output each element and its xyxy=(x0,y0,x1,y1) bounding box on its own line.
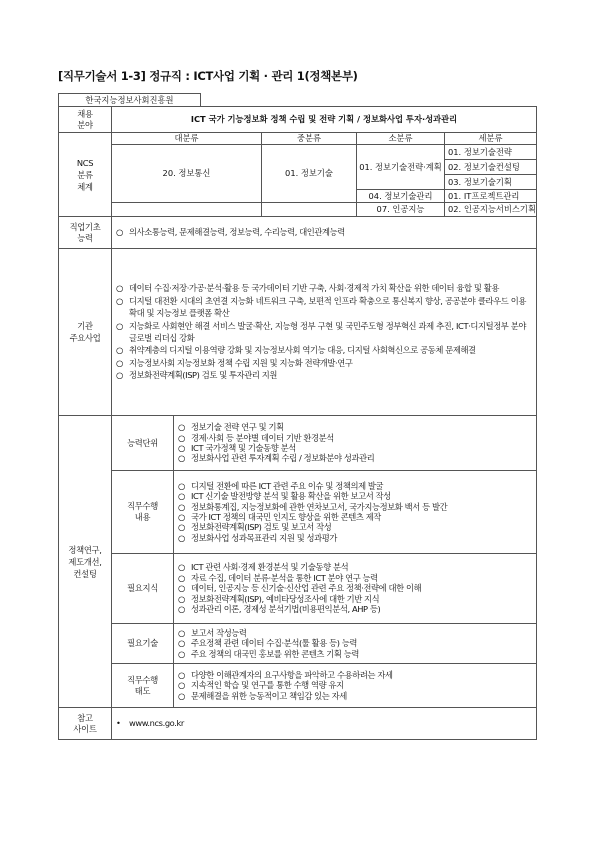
recruit-value: ICT 국가 기능정보화 정책 수립 및 전략 기획 / 정보화사업 투자·성과관리 xyxy=(112,107,537,133)
duty-content-item: ○ ICT 신기술 발전방향 분석 및 활용 확산을 위한 보고서 작성 xyxy=(178,491,528,501)
duty-content-item: ○ 정보화사업 성과목표관리 지원 및 성과평가 xyxy=(178,533,528,543)
ability-unit-item: ○ 정보화사업 관련 투자계획 수립 / 정보화분야 성과관리 xyxy=(178,453,528,463)
recruit-row xyxy=(59,107,537,133)
ncs-detail-value: 01. IT프로젝트관리 xyxy=(445,190,537,203)
duty-content-item: ○ 국가 ICT 정책의 대국민 인지도 향상을 위한 콘텐츠 제작 xyxy=(178,512,528,522)
ncs-empty-cell xyxy=(112,203,262,217)
reference-link[interactable]: • www.ncs.go.kr xyxy=(116,718,526,729)
knowledge-item: ○ ICT 관련 사회·경제 환경분석 및 기술동향 분석 xyxy=(178,562,528,572)
knowledge-list xyxy=(178,562,528,614)
knowledge-label: 필요지식 xyxy=(112,554,174,624)
ability-unit-cell xyxy=(174,416,537,471)
skills-list xyxy=(178,628,528,659)
ncs-sub-value: 07. 인공지능 xyxy=(357,203,445,217)
attitude-item: ○ 다양한 이해관계자의 요구사항을 파악하고 수용하려는 자세 xyxy=(178,670,528,680)
business-item: ○ 취약계층의 디지털 이용역량 강화 및 지능정보사회 역기능 대응, 디지털 사회혁신으로 공동체 문제해결 xyxy=(116,344,526,356)
org-name-box xyxy=(58,93,201,106)
attitude-list xyxy=(178,670,528,701)
business-item: ○ 정보화전략계획(ISP) 검토 및 투자관리 지원 xyxy=(116,369,526,381)
business-item: ○ 지능정보사회 지능정보화 정책 수립 지원 및 지능화 전략개발·연구 xyxy=(116,357,526,369)
attitude-cell xyxy=(174,664,537,708)
reference-list xyxy=(116,718,526,729)
ncs-header-major: 대분류 xyxy=(112,133,262,145)
skills-item: ○ 보고서 작성능력 xyxy=(178,628,528,638)
ncs-detail-value: 02. 정보기술컨설팅 xyxy=(445,160,537,175)
knowledge-item: ○ 정보화전략계획(ISP), 예비타당성조사에 대한 기반 지식 xyxy=(178,594,528,604)
business-item: ○ 디지털 대전환 시대의 초연결 지능화 네트워크 구축, 보편적 인프라 확충으로 통신복지 향상, 공공분야 클라우드 이용 확대 및 지능정보 플랫폼 확산 xyxy=(116,295,526,320)
business-list xyxy=(116,282,526,381)
business-label: 기관 주요사업 xyxy=(59,249,112,416)
knowledge-item: ○ 자료 수집, 데이터 분류·분석을 통한 ICT 분야 연구 능력 xyxy=(178,573,528,583)
ability-unit-item: ○ 경제·사회 등 분야별 데이터 기반 환경분석 xyxy=(178,433,528,443)
duty-content-item: ○ 정보화전략계획(ISP) 검토 및 보고서 작성 xyxy=(178,522,528,532)
org-name: 한국지능정보사회진흥원 xyxy=(59,94,201,107)
ncs-label: NCS 분류 체계 xyxy=(59,133,112,217)
ability-unit-list xyxy=(178,422,528,464)
ncs-header-detail: 세분류 xyxy=(445,133,537,145)
attitude-label: 직무수행 태도 xyxy=(112,664,174,708)
skills-label: 필요기술 xyxy=(112,624,174,664)
duty-content-item: ○ 디지털 전환에 따른 ICT 관련 주요 이슈 및 정책의제 발굴 xyxy=(178,481,528,491)
attitude-item: ○ 지속적인 학습 및 연구를 통한 수행 역량 유지 xyxy=(178,680,528,690)
basic-skills-list xyxy=(116,227,526,238)
attitude-item: ○ 문제해결을 위한 능동적이고 책임감 있는 자세 xyxy=(178,691,528,701)
reference-label: 참고 사이트 xyxy=(59,708,112,740)
duty-row xyxy=(59,664,537,708)
job-description-table xyxy=(58,106,537,740)
duty-content-item: ○ 정보화통계집, 지능정보화에 관한 연차보고서, 국가지능정보화 백서 등 발간 xyxy=(178,502,528,512)
duty-row xyxy=(59,554,537,624)
duty-row xyxy=(59,416,537,471)
ncs-empty-cell xyxy=(262,203,357,217)
reference-row xyxy=(59,708,537,740)
ncs-major-value: 20. 정보통신 xyxy=(112,145,262,203)
business-row xyxy=(59,249,537,416)
duty-label: 정책연구, 제도개선, 컨설팅 xyxy=(59,416,112,708)
ncs-row xyxy=(59,203,537,217)
knowledge-item: ○ 성과관리 이론, 경제성 분석기법(비용편익분석, AHP 등) xyxy=(178,604,528,614)
basic-skills-label: 직업기초 능력 xyxy=(59,217,112,249)
business-cell xyxy=(112,249,537,416)
ncs-detail-value: 01. 정보기술전략 xyxy=(445,145,537,160)
knowledge-item: ○ 데이터, 인공지능 등 신기술·신산업 관련 주요 정책·전략에 대한 이해 xyxy=(178,583,528,593)
ncs-header-row xyxy=(59,133,537,145)
basic-skills-cell xyxy=(112,217,537,249)
duty-content-list xyxy=(178,481,528,543)
duty-row xyxy=(59,471,537,554)
business-item: ○ 데이터 수집·저장·가공·분석·활용 등 국가데이터 기반 구축, 사회·경제적 가치 확산을 위한 데이터 융합 및 활용 xyxy=(116,282,526,294)
skills-item: ○ 주요정책 관련 데이터 수집·분석(툴 활용 등) 능력 xyxy=(178,638,528,648)
business-item: ○ 지능화로 사회현안 해결 서비스 발굴·확산, 지능형 정부 구현 및 국민주도형 정부혁신 과제 추진, ICT·디지털정부 분야 글로벌 리더십 강화 xyxy=(116,320,526,345)
duty-content-cell xyxy=(174,471,537,554)
duty-row xyxy=(59,624,537,664)
recruit-label: 채용 분야 xyxy=(59,107,112,133)
knowledge-cell xyxy=(174,554,537,624)
ncs-sub-value: 04. 정보기술관리 xyxy=(357,190,445,203)
reference-cell xyxy=(112,708,537,740)
skills-cell xyxy=(174,624,537,664)
page-title: [직무기술서 1-3] 정규직 : ICT사업 기획 · 관리 1(정책본부) xyxy=(58,69,358,83)
ability-unit-item: ○ 정보기술 전략 연구 및 기획 xyxy=(178,422,528,432)
ncs-header-sub: 소분류 xyxy=(357,133,445,145)
ncs-row xyxy=(59,145,537,160)
ncs-header-middle: 중분류 xyxy=(262,133,357,145)
ability-unit-label: 능력단위 xyxy=(112,416,174,471)
ncs-detail-value: 03. 정보기술기획 xyxy=(445,175,537,190)
basic-skills-item: ○ 의사소통능력, 문제해결능력, 정보능력, 수리능력, 대인관계능력 xyxy=(116,227,526,238)
ncs-detail-value: 02. 인공지능서비스기획 xyxy=(445,203,537,217)
skills-item: ○ 주요 정책의 대국민 홍보를 위한 콘텐츠 기획 능력 xyxy=(178,649,528,659)
ncs-sub-value: 01. 정보기술전략·계획 xyxy=(357,145,445,190)
ability-unit-item: ○ ICT 국가정책 및 기술동향 분석 xyxy=(178,443,528,453)
duty-content-label: 직무수행 내용 xyxy=(112,471,174,554)
ncs-middle-value: 01. 정보기술 xyxy=(262,145,357,203)
basic-skills-row xyxy=(59,217,537,249)
